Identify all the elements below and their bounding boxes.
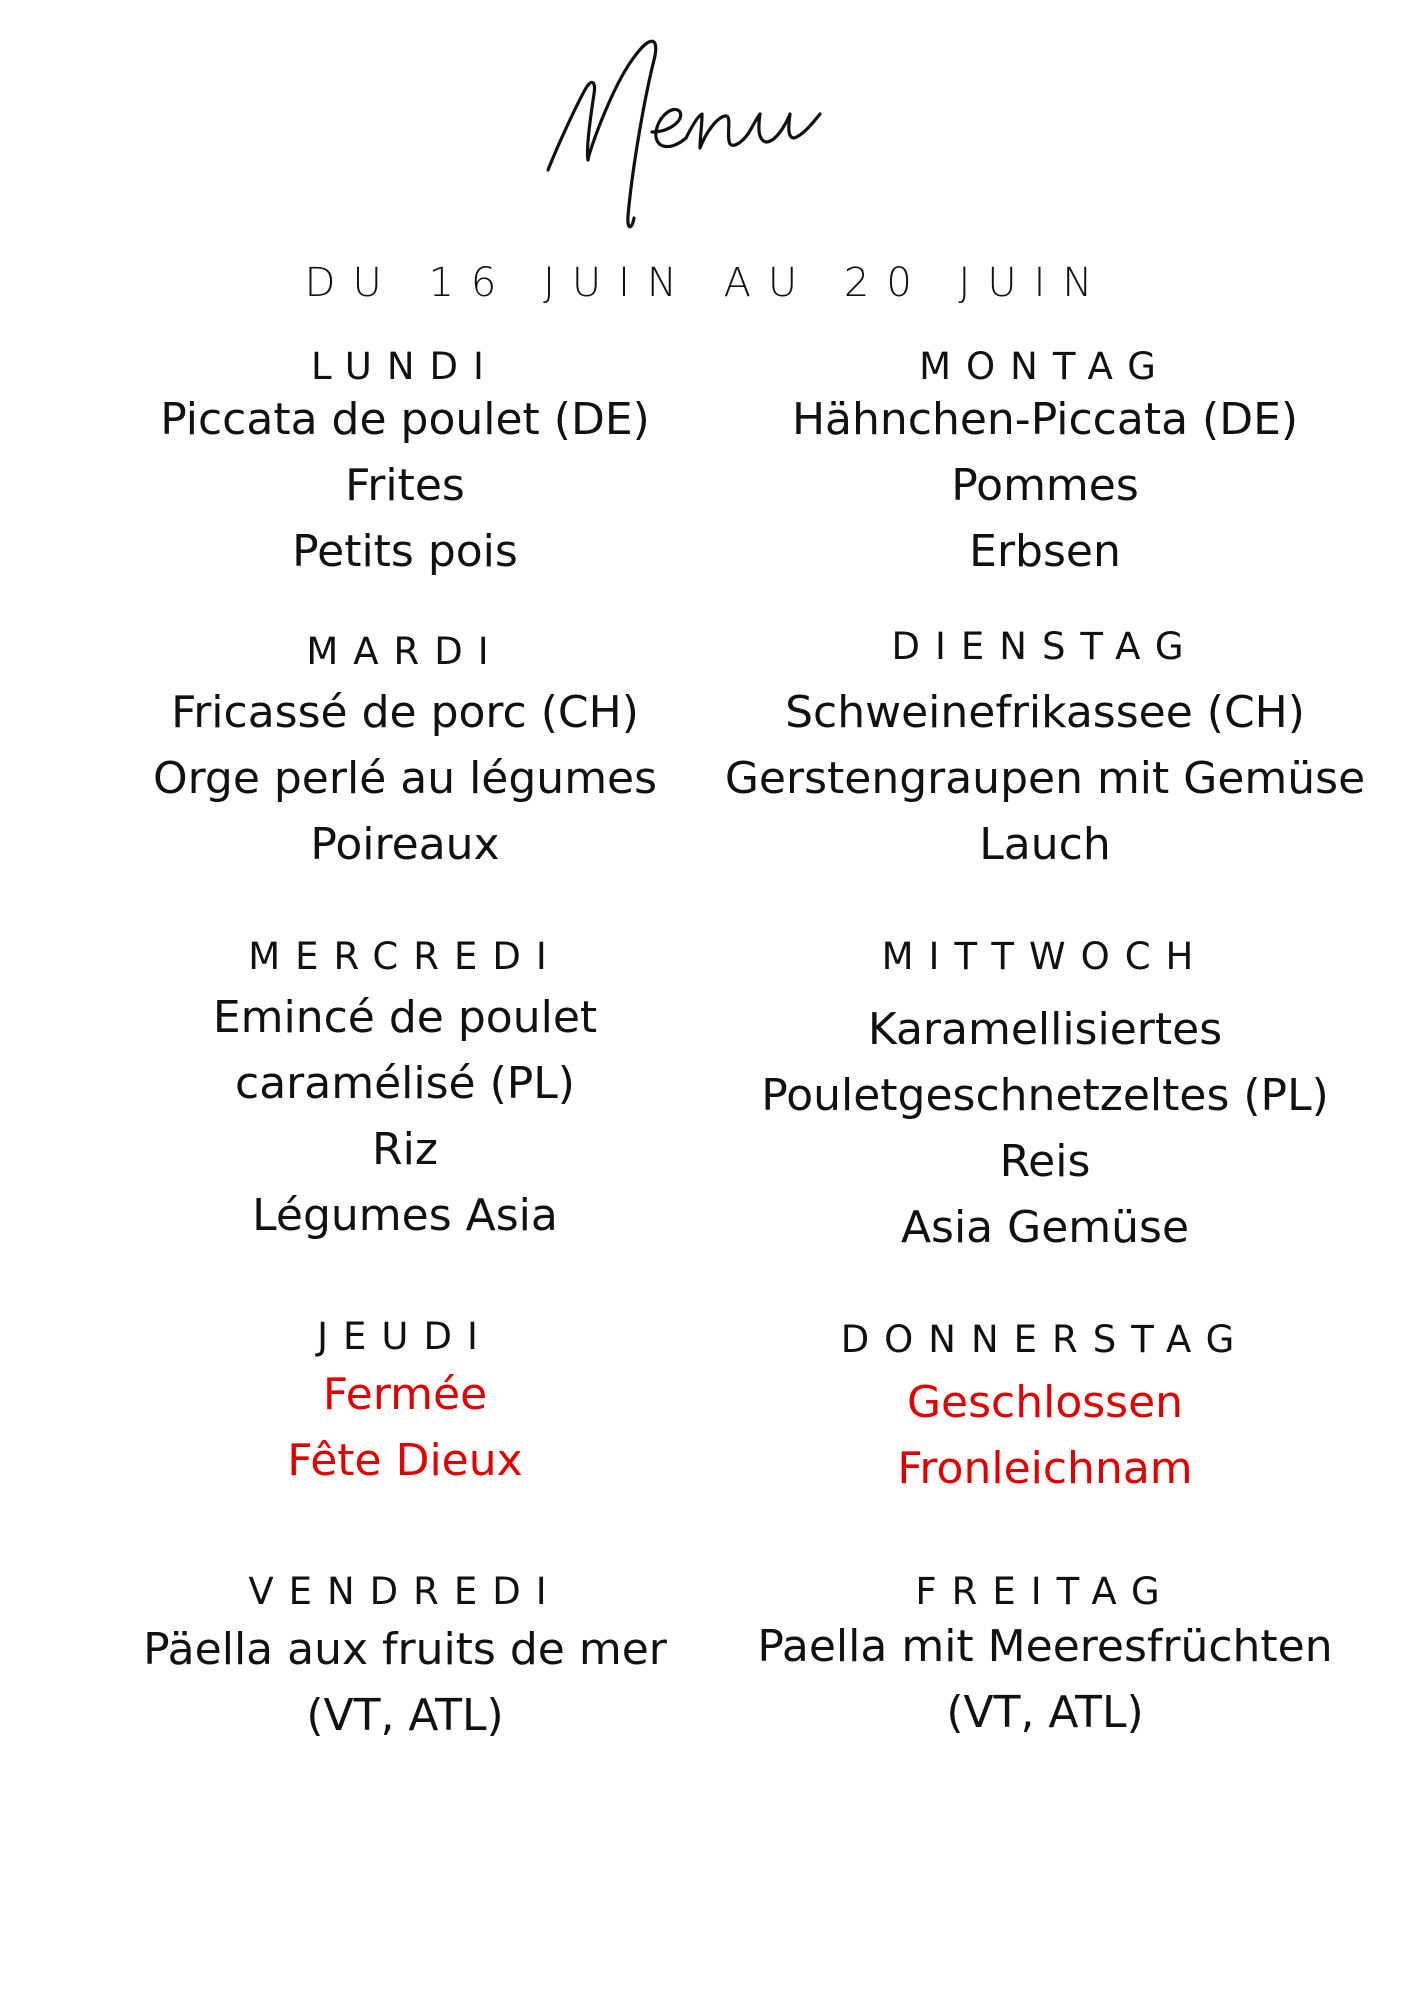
dish-item: Karamellisiertes: [867, 1004, 1223, 1055]
dish-list-de: [705, 997, 1385, 1261]
dish-item: Pommes: [951, 460, 1139, 511]
dish-item: Frites: [345, 460, 465, 511]
day-heading-de: DIENSTAG: [891, 625, 1199, 668]
day-heading-fr: JEUDI: [317, 1315, 493, 1358]
day-heading-de: FREITAG: [915, 1570, 1175, 1613]
closed-notice: Geschlossen: [906, 1377, 1184, 1428]
dish-item: Pouletgeschnetzeltes (PL): [761, 1070, 1329, 1121]
dish-item: Päella aux fruits de mer: [143, 1624, 667, 1675]
day-heading-de: DONNERSTAG: [840, 1318, 1250, 1361]
closed-notice: Fronleichnam: [897, 1443, 1193, 1494]
menu-period: DU 16 JUIN AU 20 JUIN: [304, 260, 1110, 306]
dish-item: Légumes Asia: [252, 1190, 558, 1241]
day-heading-fr: VENDREDI: [248, 1570, 562, 1613]
dish-list-fr: [95, 985, 715, 1249]
dish-item: Paella mit Meeresfrüchten: [757, 1621, 1333, 1672]
dish-item: Reis: [999, 1136, 1091, 1187]
dish-item: Hähnchen-Piccata (DE): [791, 394, 1299, 445]
dish-item: (VT, ATL): [306, 1690, 504, 1741]
day-heading-de: MONTAG: [919, 345, 1171, 388]
dish-item: Orge perlé au légumes: [152, 753, 658, 804]
closed-notice: Fête Dieux: [287, 1435, 523, 1486]
day-heading-de: MITTWOCH: [881, 935, 1209, 978]
dish-list-fr: [95, 387, 715, 585]
menu-script-title: [520, 20, 900, 260]
dish-item: caramélisé (PL): [235, 1058, 575, 1109]
dish-list-fr: [95, 680, 715, 878]
closed-notice: Fermée: [322, 1369, 488, 1420]
dish-list-de: [705, 387, 1385, 585]
dish-item: Emincé de poulet: [212, 992, 598, 1043]
dish-item: Petits pois: [292, 526, 518, 577]
dish-list-de: [705, 1370, 1385, 1502]
dish-item: Riz: [372, 1124, 438, 1175]
dish-list-de: [705, 680, 1385, 878]
day-heading-fr: MARDI: [306, 630, 504, 673]
dish-item: Piccata de poulet (DE): [160, 394, 650, 445]
dish-item: Fricassé de porc (CH): [171, 687, 639, 738]
dish-item: Asia Gemüse: [900, 1202, 1190, 1253]
dish-list-fr: [95, 1617, 715, 1749]
dish-list-de: [705, 1614, 1385, 1746]
dish-item: Schweinefrikassee (CH): [785, 687, 1305, 738]
dish-item: Erbsen: [969, 526, 1121, 577]
day-heading-fr: MERCREDI: [248, 935, 562, 978]
dish-item: Lauch: [979, 819, 1111, 870]
day-heading-fr: LUNDI: [311, 345, 499, 388]
dish-list-fr: [95, 1362, 715, 1494]
dish-item: Poireaux: [310, 819, 500, 870]
dish-item: (VT, ATL): [946, 1687, 1144, 1738]
dish-item: Gerstengraupen mit Gemüse: [724, 753, 1366, 804]
